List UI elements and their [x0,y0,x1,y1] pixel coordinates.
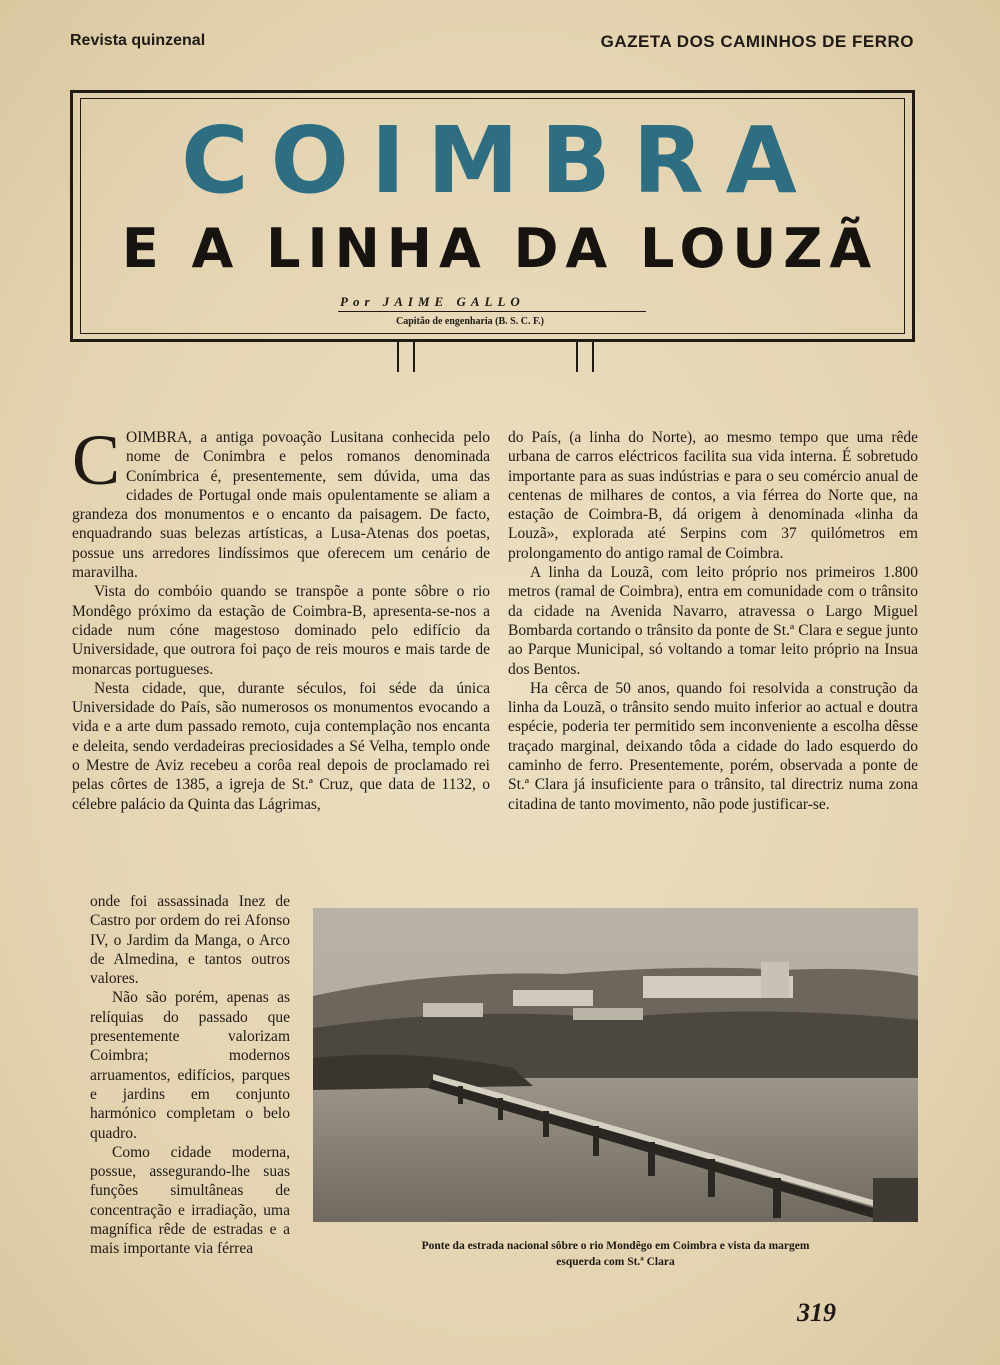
article-subtitle: E A LINHA DA LOUZÃ [121,217,879,280]
article-title: COIMBRA [181,107,819,214]
column-right [508,428,918,814]
frame-post [592,342,594,372]
paragraph: do País, (a linha do Norte), ao mesmo tempo que uma rêde urbana de carros eléctricos facilita sua vida interna. É sobretudo importante para as suas indústrias e para o seu comércio anual de centenas de milhares de contos, a via férrea do Norte que, na estação de Coimbra-B, dá origem à denominada «linha da Louzã», explorada até Serpins com 37 quilómetros em prolongamento do antigo ramal de Coimbra. [508,429,918,562]
paragraph: onde foi assassinada Inez de Castro por ordem do rei Afonso IV, o Jardim da Manga, o Arco de Almedina, e tantos outros valores. [90,893,290,988]
bridge-photo [313,908,918,1222]
paragraph: OIMBRA, a antiga povoação Lusitana conhecida pelo nome de Conimbra e pelos romanos denominada Conímbrica é, presentemente, sem dúvida, uma das cidades de Portugal onde mais opulentamente se aliam a grandeza dos monumentos e o encanto da paisagem. De facto, enquadrando suas belezas artísticas, a Lusa-Atenas dos poetas, possue uns arredores lindíssimos que oferecem um cenário de maravilha. [72,429,490,582]
byline: Por JAIME GALLO [340,294,525,309]
running-header-left: Revista quinzenal [70,32,206,49]
frame-post [576,342,578,372]
running-header-right: GAZETA DOS CAMINHOS DE FERRO [600,32,914,51]
caption-line: Ponte da estrada nacional sôbre o rio Mondêgo em Coimbra e vista da margem [421,1240,810,1252]
byline-rule [338,311,646,312]
paragraph: A linha da Louzã, com leito próprio nos primeiros 1.800 metros (ramal de Coimbra), entra em comunidade com o trânsito da cidade na Avenida Navarro, atravessa o Largo Miguel Bombarda cortando o trânsito da ponte de St.ª Clara e segue junto ao Parque Municipal, só voltando a tomar leito próprio na Insua dos Bentos. [508,564,918,678]
photo-caption [313,1238,918,1270]
paragraph: Ha cêrca de 50 anos, quando foi resolvida a construção da linha da Louzã, o trânsito sendo muito inferior ao actual e doutra espécie, poderia ter permitido sem inconveniente a escolha dêsse traçado marginal, deixando tôda a cidade do lado esquerdo do caminho de ferro. Presentemente, porém, observada a ponte de St.ª Clara já insuficiente para o trânsito, tal directriz numa zona citadina de tanto movimento, não pode justificar-se. [508,679,918,813]
frame-post [413,342,415,372]
caption-line: esquerda com St.ª Clara [556,1256,675,1268]
paragraph: Vista do combóio quando se transpõe a ponte sôbre o rio Mondêgo próximo da estação de Coimbra-B, apresenta-se-nos a cidade num cóne magestoso dominado pelo edifício da Universidade, que outrora foi paço de reis mouros e mais tarde de monarcas portugueses. [72,583,490,678]
bridge-photo-drawing [313,908,918,1222]
page-number: 319 [797,1298,836,1327]
paragraph: Não são porém, apenas as relíquias do passado que presentemente valorizam Coimbra; modernos arruamentos, edifícios, parques e jardins em conjunto harmónico completam o belo quadro. [90,989,290,1142]
column-narrow [90,892,290,1259]
frame-post [397,342,399,372]
paragraph: Nesta cidade, que, durante séculos, foi séde da única Universidade do País, são numerosos os monumentos evocando a vida e a arte dum passado remoto, cuja contemplação nos encanta e deleita, sendo verdadeiras preciosidades a Sé Velha, templo onde o Mestre de Aviz recebeu a corôa real depois de proclamado rei pelas côrtes de 1385, a igreja de St.ª Cruz, que data de 1132, o célebre palácio da Quinta das Lágrimas, [72,679,490,813]
drop-cap: C [72,420,121,500]
column-left [72,420,490,814]
paragraph: Como cidade moderna, possue, assegurando-lhe suas funções simultâneas de concentração e irradiação, uma magnífica rêde de estradas e a mais importante via férrea [90,1143,290,1258]
author-credit: Capitão de engenharia (B. S. C. F.) [396,316,544,327]
